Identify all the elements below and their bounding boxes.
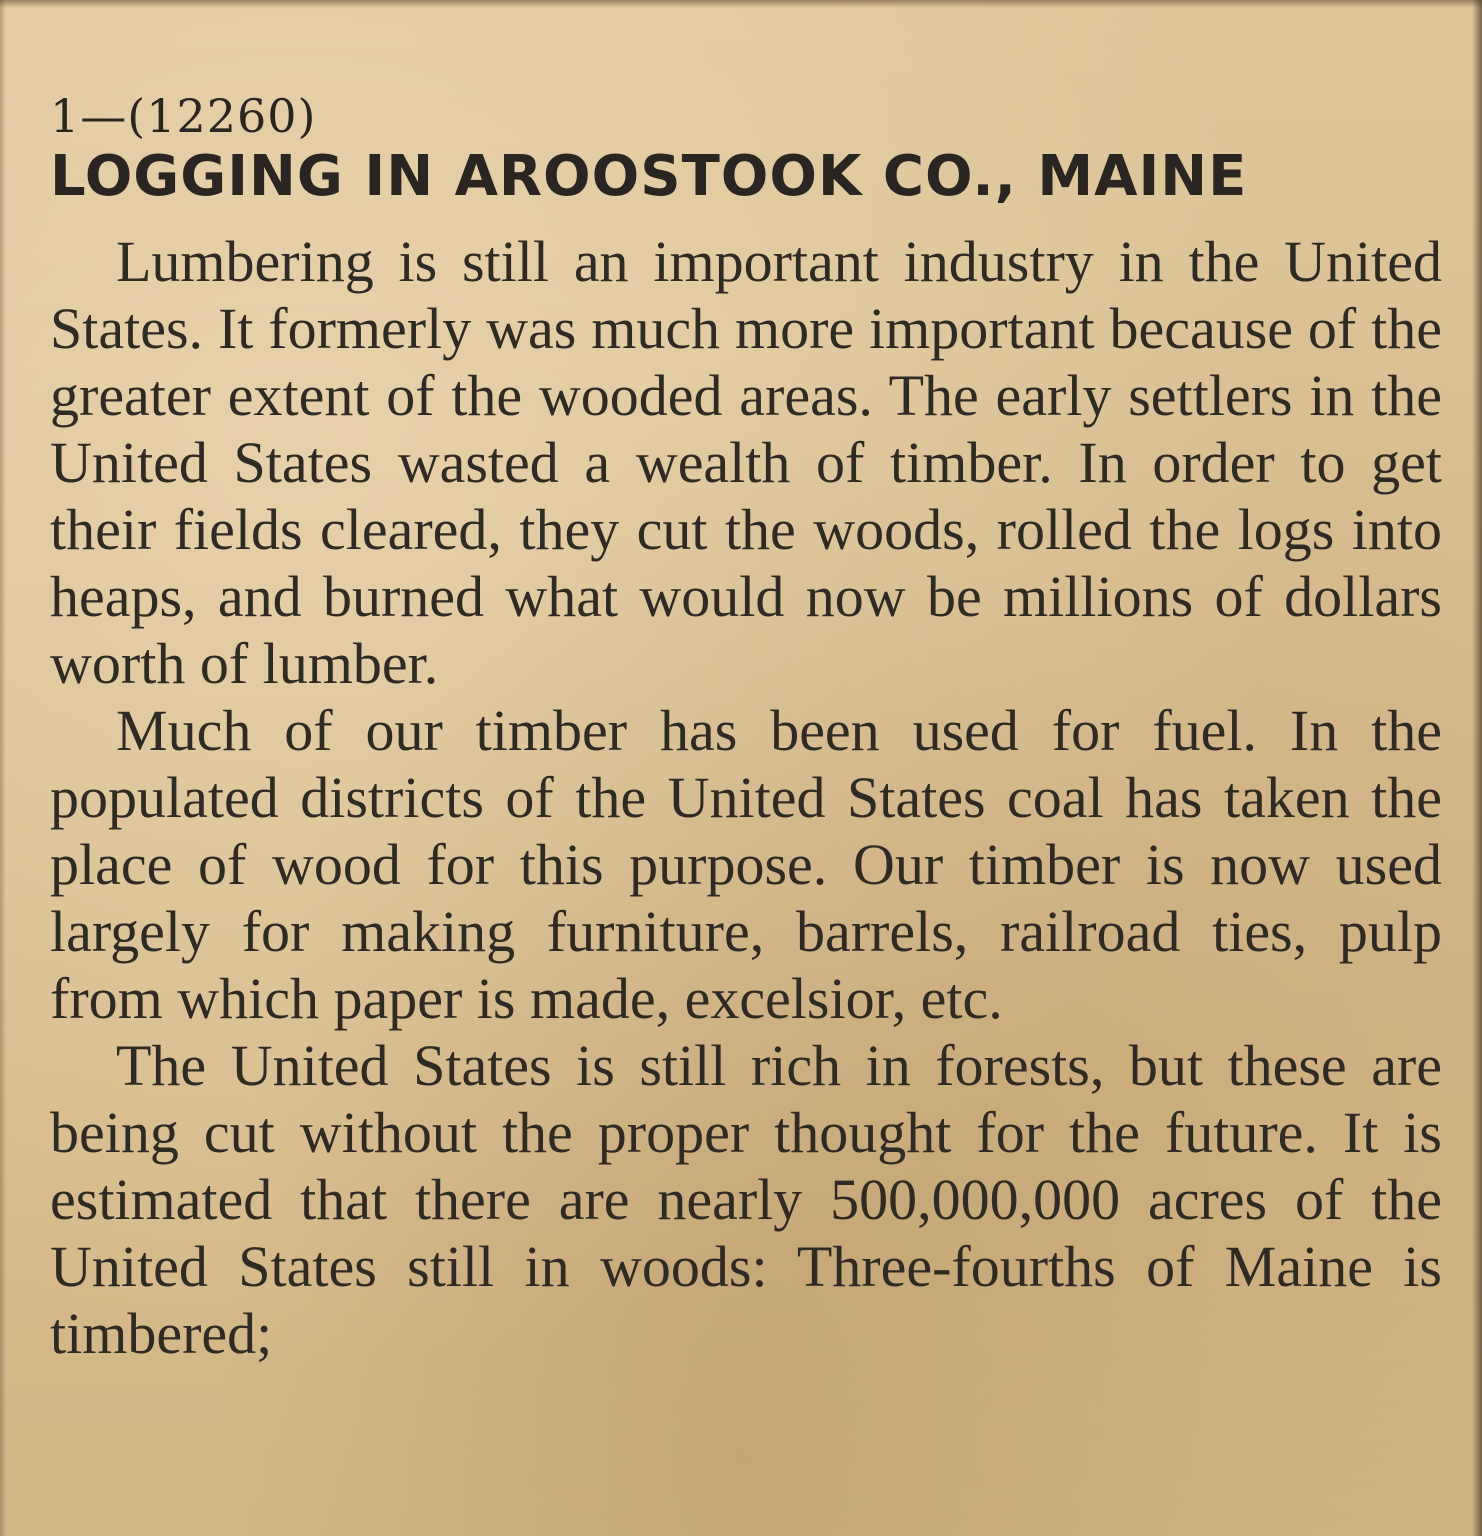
paragraph-lumbering: Lumbering is still an important industry in the United States. It formerly was much more important because of the greater extent of the wooded areas. The early settlers in the United States wasted a wealth of timber. In order to get their fields cleared, they cut the woods, rolled the logs into heaps, and burned what would now be millions of dollars worth of lumber. <box>50 229 1442 696</box>
card-top-edge <box>0 0 1482 8</box>
card-left-edge <box>0 0 6 1536</box>
paragraph-fuel: Much of our timber has been used for fuel. In the populated districts of the United States coal has taken the place of wood for this purpose. Our timber is now used largely for making furniture, barrels, railroad ties, pulp from which paper is made, excelsior, etc. <box>50 698 1442 1031</box>
catalog-number: 1—(12260) <box>50 89 317 143</box>
card-text-block <box>50 88 1442 1367</box>
card-title: LOGGING IN AROOSTOOK CO., MAINE <box>50 144 1248 209</box>
paragraph-forests: The United States is still rich in forests, but these are being cut without the proper thought for the future. It is estimated that there are nearly 500,000,000 acres of the United States still in woods: Three-fourths of Maine is timbered; <box>50 1033 1442 1366</box>
card-right-edge <box>1472 0 1482 1536</box>
